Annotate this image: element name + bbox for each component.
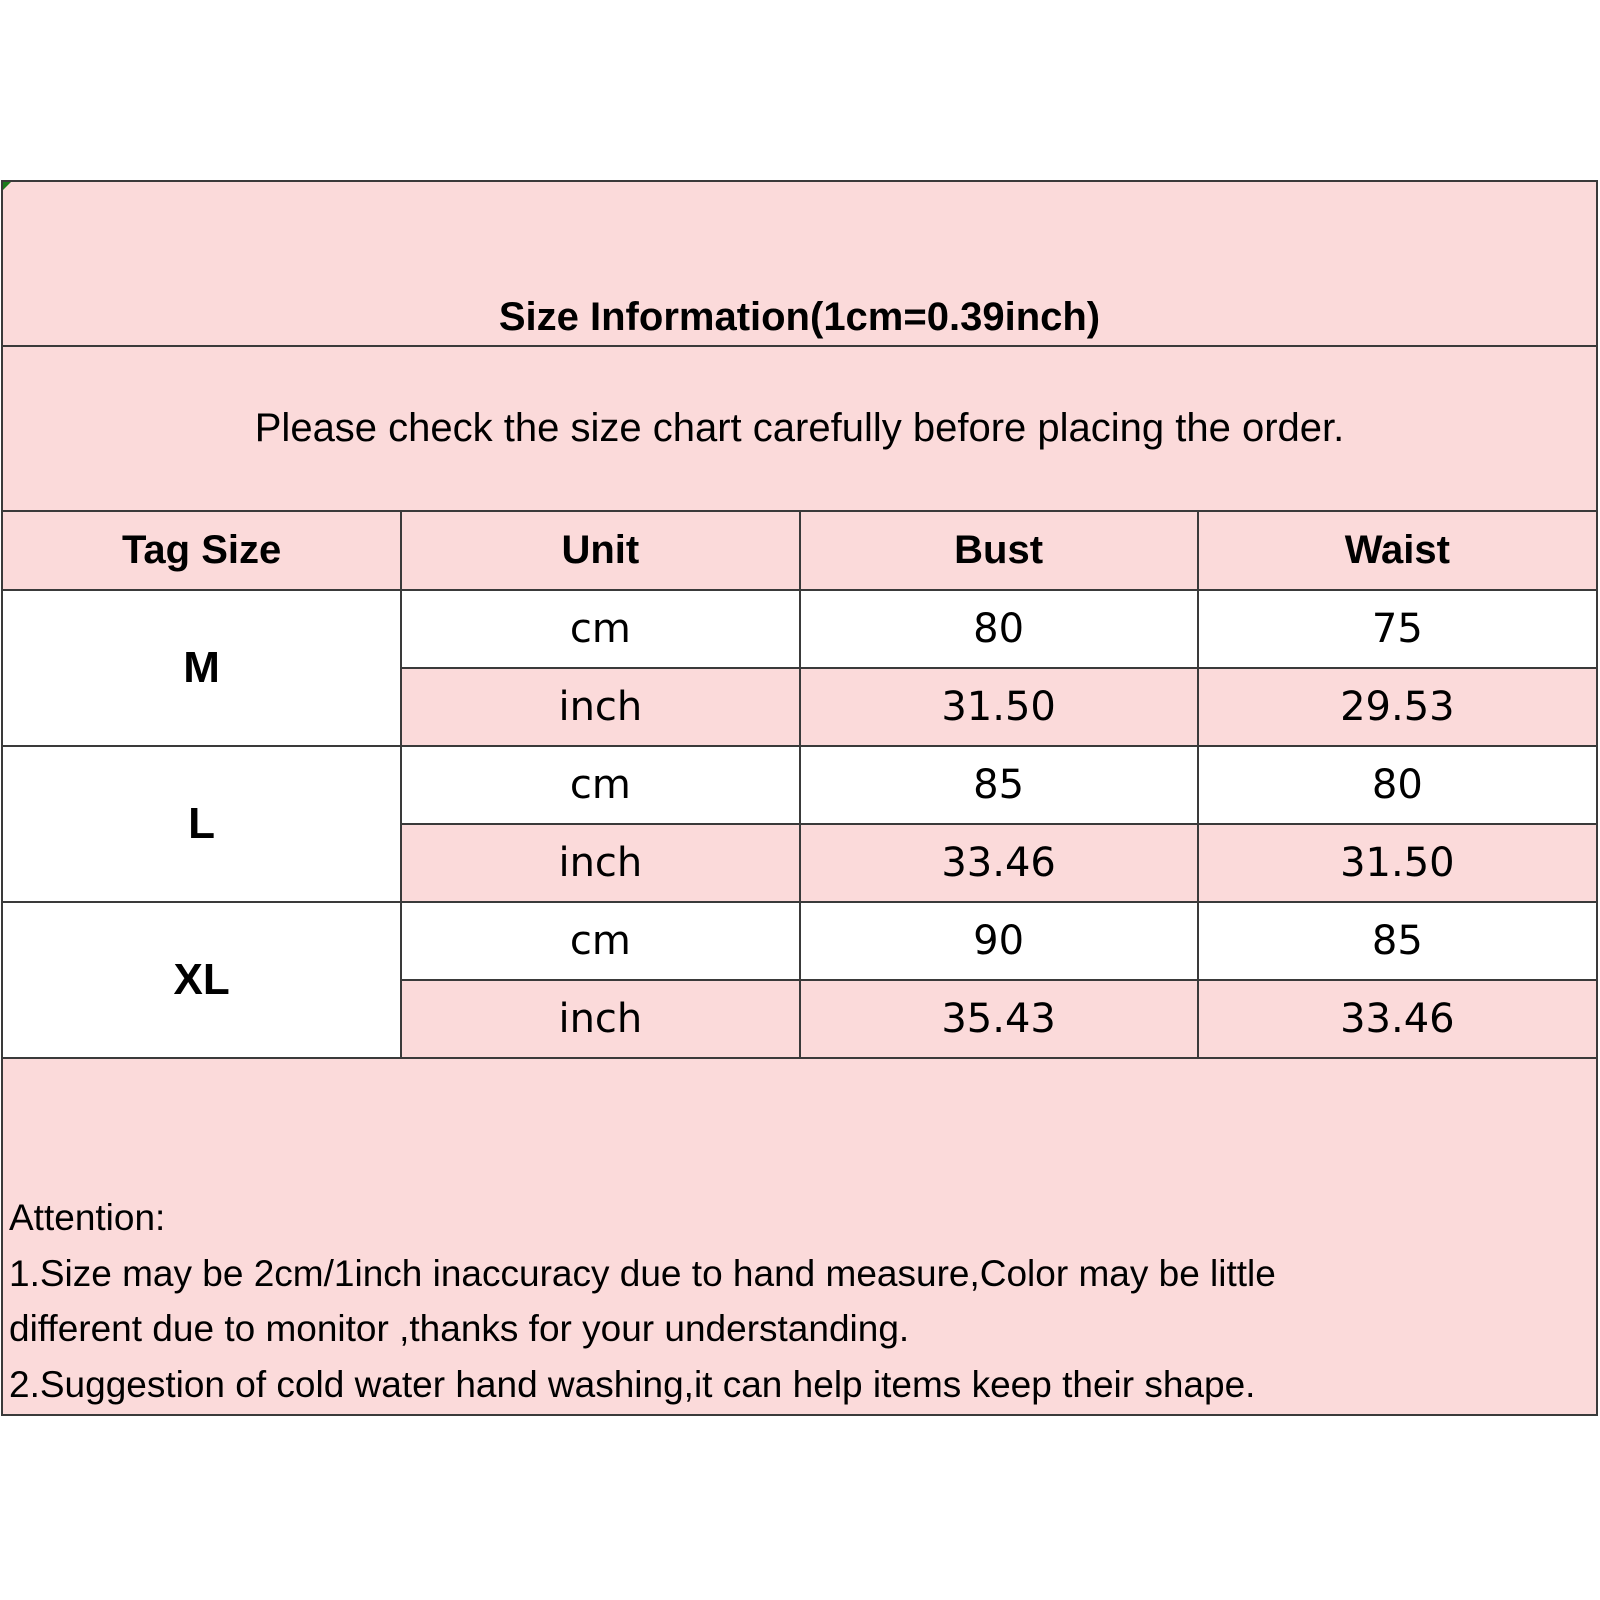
header-tag-size: Tag Size bbox=[3, 512, 401, 590]
bust-cell: 80 bbox=[800, 590, 1198, 668]
unit-cell: inch bbox=[401, 824, 799, 902]
size-label-xl: XL bbox=[3, 902, 401, 1058]
attention-notes bbox=[9, 1190, 1590, 1412]
attention-line: different due to monitor ,thanks for your understanding. bbox=[9, 1308, 910, 1349]
table-row bbox=[3, 902, 1596, 980]
unit-cell: cm bbox=[401, 590, 799, 668]
waist-cell: 31.50 bbox=[1198, 824, 1596, 902]
waist-cell: 33.46 bbox=[1198, 980, 1596, 1058]
unit-cell: inch bbox=[401, 980, 799, 1058]
table-row bbox=[3, 746, 1596, 824]
waist-cell: 29.53 bbox=[1198, 668, 1596, 746]
bust-cell: 90 bbox=[800, 902, 1198, 980]
bust-cell: 33.46 bbox=[800, 824, 1198, 902]
title-row bbox=[3, 182, 1596, 347]
header-waist: Waist bbox=[1198, 512, 1596, 590]
unit-cell: cm bbox=[401, 746, 799, 824]
attention-line: 2.Suggestion of cold water hand washing,it can help items keep their shape. bbox=[9, 1363, 1256, 1405]
unit-cell: cm bbox=[401, 902, 799, 980]
header-unit: Unit bbox=[401, 512, 799, 590]
size-table bbox=[3, 512, 1596, 1059]
waist-cell: 85 bbox=[1198, 902, 1596, 980]
waist-cell: 75 bbox=[1198, 590, 1596, 668]
bust-cell: 85 bbox=[800, 746, 1198, 824]
bust-cell: 35.43 bbox=[800, 980, 1198, 1058]
page-title: Size Information(1cm=0.39inch) bbox=[498, 295, 1101, 339]
bust-cell: 31.50 bbox=[800, 668, 1198, 746]
header-bust: Bust bbox=[800, 512, 1198, 590]
unit-cell: inch bbox=[401, 668, 799, 746]
size-chart-sheet bbox=[1, 180, 1598, 1416]
table-row bbox=[3, 590, 1596, 668]
notice-text: Please check the size chart carefully before placing the order. bbox=[254, 406, 1345, 450]
table-header-row bbox=[3, 512, 1596, 590]
size-label-m: M bbox=[3, 590, 401, 746]
waist-cell: 80 bbox=[1198, 746, 1596, 824]
attention-heading: Attention: bbox=[9, 1197, 166, 1238]
attention-line: 1.Size may be 2cm/1inch inaccuracy due to hand measure,Color may be little bbox=[9, 1252, 1276, 1294]
size-label-l: L bbox=[3, 746, 401, 902]
notice-row bbox=[3, 347, 1596, 512]
